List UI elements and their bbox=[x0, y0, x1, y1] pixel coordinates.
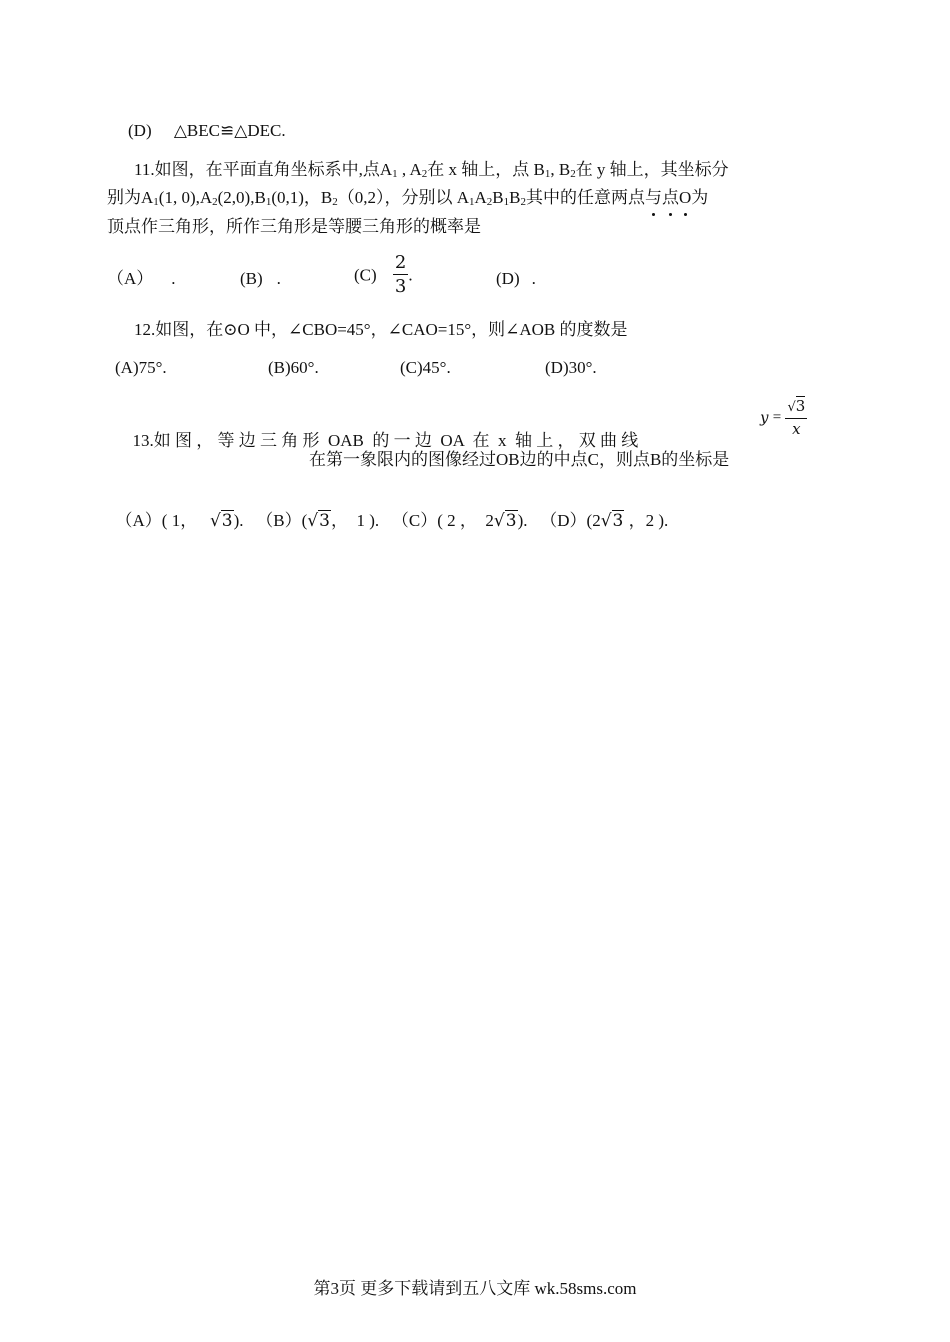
text: , bbox=[550, 160, 559, 179]
subscript: 1 bbox=[153, 196, 159, 208]
option-text: . bbox=[171, 269, 176, 288]
q11-line-2 bbox=[107, 187, 708, 209]
emphasis-char: O bbox=[678, 188, 692, 207]
q12-option-b: (B)60°. bbox=[268, 358, 319, 377]
option-text: △BEC≌△DEC. bbox=[173, 121, 286, 140]
sqrt: √3 bbox=[600, 511, 624, 531]
subscript: 2 bbox=[486, 196, 493, 208]
sqrt: √3 bbox=[493, 511, 517, 531]
q11-option-c bbox=[354, 252, 413, 299]
text: 在 y 轴上，其坐标分 bbox=[575, 160, 729, 179]
subscript: 1 bbox=[265, 196, 272, 208]
q13-option-c bbox=[392, 511, 528, 530]
text: 在 x 轴上，点 B bbox=[427, 160, 545, 179]
radicand: 3 bbox=[505, 511, 517, 531]
text: 顶点作三角形，所作三角形是等腰三角形的概率是 bbox=[107, 217, 481, 236]
text: B bbox=[558, 160, 571, 179]
q12-option-d: (D)30°. bbox=[545, 358, 597, 377]
text: A bbox=[474, 188, 487, 207]
subscript: 2 bbox=[212, 196, 218, 208]
sqrt: √3 bbox=[209, 511, 233, 531]
q12-option-c: (C)45°. bbox=[400, 358, 451, 377]
subscript: 2 bbox=[421, 168, 428, 180]
text: 在第一象限内的图像经过OB边的中点C，则点B的坐标是 bbox=[309, 450, 730, 469]
coefficient: 2 bbox=[592, 511, 601, 530]
q11-option-d bbox=[496, 268, 536, 290]
numerator: 2 bbox=[394, 252, 407, 273]
subscript: 1 bbox=[469, 196, 475, 208]
option-label: （D）( bbox=[540, 511, 593, 530]
text: 如 图 ， 等 边 三 角 形 OAB 的 一 边 OA 在 x 轴 上 ， 双 曲 线 bbox=[153, 431, 639, 450]
option-label: （A）( bbox=[115, 511, 168, 530]
q11-line-3 bbox=[107, 216, 481, 238]
text: ，2 ). bbox=[628, 511, 669, 530]
radicand: 3 bbox=[221, 511, 233, 531]
text: (2,0),B bbox=[217, 188, 266, 207]
text: 为 bbox=[691, 188, 709, 207]
q13-option-d bbox=[540, 511, 668, 530]
text: 如图，在平面直角坐标系中,点A bbox=[154, 160, 393, 179]
q12-stem bbox=[134, 319, 628, 341]
subscript: 1 bbox=[503, 196, 510, 208]
text: B bbox=[509, 188, 521, 207]
option-label: （B）( bbox=[256, 511, 308, 530]
fraction bbox=[393, 252, 408, 299]
option-label: （A） bbox=[107, 269, 154, 288]
page-footer: 第3页 更多下载请到五八文库 wk.58sms.com bbox=[313, 1279, 637, 1298]
option-label: (B) bbox=[240, 269, 263, 288]
var-y: y bbox=[760, 408, 769, 427]
radicand: 3 bbox=[319, 511, 330, 531]
q13-line-1 bbox=[124, 408, 638, 452]
text: (1, 0),A bbox=[158, 188, 213, 207]
text: B bbox=[492, 188, 504, 207]
option-label: (C) bbox=[354, 265, 377, 285]
option-label: (D) bbox=[128, 121, 152, 140]
q12-option-a: (A)75°. bbox=[115, 358, 167, 377]
q10-option-d bbox=[128, 120, 286, 142]
text: 1， bbox=[171, 511, 198, 530]
text: A bbox=[409, 160, 422, 179]
sqrt: √3 bbox=[307, 511, 330, 531]
text: 其中的任意两点 bbox=[525, 188, 645, 207]
text: 如图，在⊙O 中，∠CBO=45°，∠CAO=15°，则∠AOB 的度数是 bbox=[155, 320, 628, 339]
emphasis-char: 与 bbox=[644, 188, 662, 207]
radicand: 3 bbox=[795, 397, 806, 415]
text: , bbox=[397, 160, 410, 179]
q13-option-a bbox=[116, 511, 244, 530]
option-label: (D) bbox=[496, 269, 520, 288]
option-text: . bbox=[408, 265, 413, 285]
q11-option-a bbox=[107, 268, 176, 290]
subscript: 2 bbox=[332, 196, 338, 208]
q11-line-1 bbox=[134, 159, 729, 181]
text: （0,2），分别以 A bbox=[337, 188, 470, 207]
coefficient: 2 bbox=[485, 511, 494, 530]
question-number: 11. bbox=[134, 160, 155, 179]
text: 别为A bbox=[107, 188, 154, 207]
text: ， 1 ). bbox=[330, 511, 380, 530]
subscript: 2 bbox=[570, 168, 576, 180]
hyperbola-equation bbox=[760, 396, 807, 439]
denominator: x bbox=[792, 420, 801, 438]
text: ). bbox=[233, 511, 244, 530]
text: (0,1)，B bbox=[271, 188, 333, 207]
q13-option-b bbox=[256, 511, 379, 530]
q11-option-b bbox=[240, 268, 281, 290]
option-text: . bbox=[531, 269, 536, 288]
subscript: 1 bbox=[544, 168, 551, 180]
emphasis-char: 点 bbox=[661, 188, 679, 207]
question-number: 12. bbox=[134, 320, 156, 339]
option-label: （C）( 2 ， bbox=[391, 511, 477, 530]
question-number: 13. bbox=[132, 431, 154, 450]
fraction bbox=[785, 396, 807, 439]
radicand: 3 bbox=[612, 511, 624, 531]
denominator: 3 bbox=[394, 276, 407, 297]
subscript: 1 bbox=[392, 168, 398, 180]
equals: = bbox=[772, 409, 782, 426]
q13-line-2 bbox=[309, 449, 729, 471]
option-text: . bbox=[276, 269, 281, 288]
text: ). bbox=[517, 511, 528, 530]
numerator: √3 bbox=[785, 396, 807, 419]
q13-options bbox=[107, 488, 668, 532]
subscript: 2 bbox=[520, 196, 526, 208]
